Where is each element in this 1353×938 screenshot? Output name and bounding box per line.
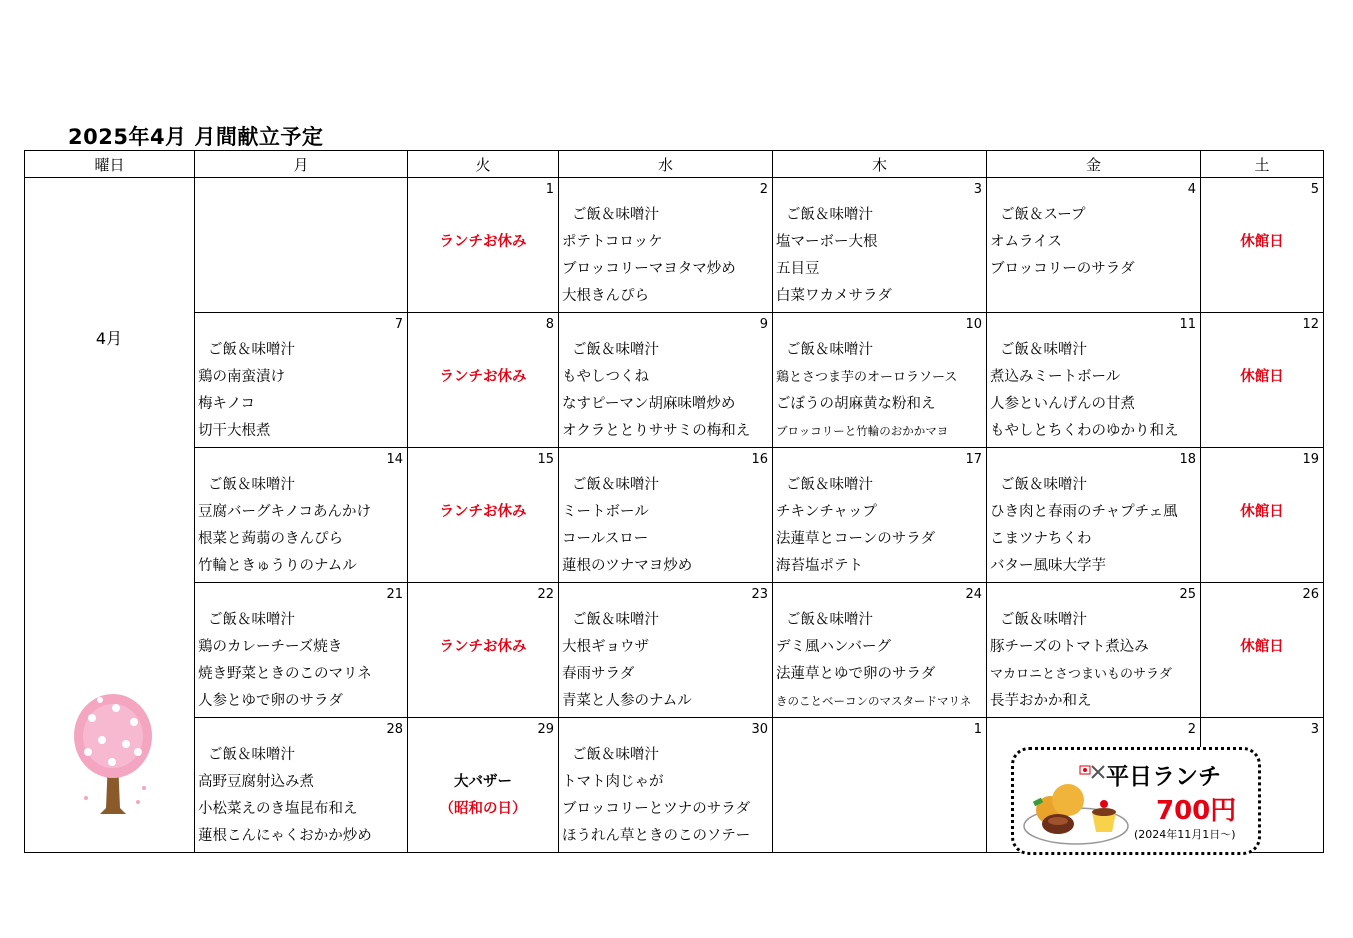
menu-staple: ご飯＆味噌汁 <box>208 612 295 628</box>
day-cell-sat <box>1201 448 1324 583</box>
day-cell-mon <box>195 583 408 718</box>
menu-staple: ご飯＆味噌汁 <box>572 612 659 628</box>
menu-item: 高野豆腐射込み煮 <box>198 774 314 790</box>
spacer <box>1201 337 1323 364</box>
header-thu: 木 <box>773 151 987 178</box>
menu-item: 青菜と人参のナムル <box>562 693 692 709</box>
day-number: 23 <box>751 587 768 602</box>
day-number: 29 <box>537 722 554 737</box>
day-number: 1 <box>973 722 982 737</box>
day-cell-fri <box>987 178 1201 313</box>
day-cell-wed <box>559 448 773 583</box>
week-row <box>25 313 1324 448</box>
menu-item: 切干大根煮 <box>198 423 271 439</box>
menu-item: 白菜ワカメサラダ <box>776 288 892 304</box>
menu-item: デミ風ハンバーグ <box>776 639 891 655</box>
spacer <box>408 337 558 364</box>
menu-staple: ご飯＆味噌汁 <box>1000 612 1087 628</box>
menu-item: 五目豆 <box>776 261 820 277</box>
spacer <box>1201 607 1323 634</box>
spacer <box>1201 202 1323 229</box>
closed-notice: 休館日 <box>1240 504 1284 520</box>
day-cell-thu <box>773 313 987 448</box>
week-row <box>25 178 1324 313</box>
menu-item: 蓮根こんにゃくおかか炒め <box>198 828 372 844</box>
closed-notice: ランチお休み <box>439 504 527 520</box>
day-number: 14 <box>386 452 403 467</box>
day-cell-mon <box>195 178 408 313</box>
menu-item: ブロッコリーと竹輪のおかかマヨ <box>776 424 949 438</box>
menu-item: ほうれん草ときのこのソテー <box>562 828 751 844</box>
day-number: 2 <box>1187 722 1196 737</box>
day-number: 11 <box>1179 317 1196 332</box>
menu-item: ブロッコリーマヨタマ炒め <box>562 261 736 277</box>
menu-item: コールスロー <box>562 531 649 547</box>
menu-item: 人参とゆで卵のサラダ <box>198 693 343 709</box>
spacer <box>408 202 558 229</box>
menu-item: きのことベーコンのマスタードマリネ <box>776 694 972 708</box>
menu-item: 豚チーズのトマト煮込み <box>990 639 1149 655</box>
menu-item: こまツナちくわ <box>990 531 1092 547</box>
day-cell-fri <box>987 313 1201 448</box>
day-cell-tue <box>408 583 559 718</box>
menu-staple: ご飯＆味噌汁 <box>1000 477 1087 493</box>
menu-item: 鶏とさつま芋のオーロラソース <box>776 370 958 385</box>
day-cell-tue <box>408 313 559 448</box>
day-cell-sat <box>1201 313 1324 448</box>
day-cell-thu <box>773 448 987 583</box>
menu-item: ミートボール <box>562 504 649 520</box>
day-number: 21 <box>386 587 403 602</box>
header-weekday: 曜日 <box>25 151 195 178</box>
header-wed: 水 <box>559 151 773 178</box>
closed-notice: 休館日 <box>1240 639 1284 655</box>
day-number: 2 <box>759 182 768 197</box>
menu-item: ひき肉と春雨のチャプチェ風 <box>990 504 1178 520</box>
header-sat: 土 <box>1201 151 1324 178</box>
event-subtitle: （昭和の日） <box>439 801 527 817</box>
menu-item: 法蓮草とコーンのサラダ <box>776 531 936 547</box>
day-number <box>195 178 407 202</box>
day-number: 17 <box>965 452 982 467</box>
day-cell-sat <box>1201 583 1324 718</box>
menu-item: トマト肉じゃが <box>562 774 664 790</box>
day-number: 19 <box>1302 452 1319 467</box>
closed-notice: ランチお休み <box>439 639 527 655</box>
menu-staple: ご飯＆味噌汁 <box>572 747 659 763</box>
menu-staple: ご飯＆味噌汁 <box>786 207 873 223</box>
spacer <box>408 607 558 634</box>
day-cell-sat <box>1201 178 1324 313</box>
week-row <box>25 448 1324 583</box>
day-cell-thu <box>773 718 987 853</box>
closed-notice: 休館日 <box>1240 369 1284 385</box>
day-number: 9 <box>759 317 768 332</box>
menu-staple: ご飯＆味噌汁 <box>208 747 295 763</box>
day-cell-wed <box>559 583 773 718</box>
menu-item: 焼き野菜ときのこのマリネ <box>198 666 372 682</box>
day-number: 4 <box>1187 182 1196 197</box>
weekday-lunch-badge <box>1011 747 1261 855</box>
day-cell-tue <box>408 178 559 313</box>
day-number: 7 <box>394 317 403 332</box>
month-label: 4月 <box>95 329 123 348</box>
menu-staple: ご飯＆味噌汁 <box>786 477 873 493</box>
menu-item: 春雨サラダ <box>562 666 635 682</box>
menu-item: なすピーマン胡麻味噌炒め <box>562 396 736 412</box>
badge-price: 700円 <box>1156 796 1237 826</box>
menu-item: 長芋おかか和え <box>990 693 1092 709</box>
day-number: 26 <box>1302 587 1319 602</box>
menu-item: 竹輪ときゅうりのナムル <box>198 558 357 574</box>
day-cell-thu <box>773 583 987 718</box>
day-number: 12 <box>1302 317 1319 332</box>
day-cell-mon <box>195 313 408 448</box>
menu-item: オムライス <box>990 234 1062 250</box>
day-cell-thu <box>773 178 987 313</box>
menu-item: 大根ギョウザ <box>562 639 649 655</box>
cherry-blossom-tree-icon <box>72 690 154 818</box>
menu-staple: ご飯＆味噌汁 <box>208 477 295 493</box>
day-number: 10 <box>965 317 982 332</box>
day-number: 3 <box>1310 722 1319 737</box>
day-cell-fri <box>987 583 1201 718</box>
menu-staple: ご飯＆味噌汁 <box>786 342 873 358</box>
menu-item: 蓮根のツナマヨ炒め <box>562 558 693 574</box>
menu-staple: ご飯＆味噌汁 <box>786 612 873 628</box>
day-number: 18 <box>1179 452 1196 467</box>
day-cell-fri <box>987 448 1201 583</box>
menu-item: マカロニとさつまいものサラダ <box>990 667 1172 682</box>
menu-item: 豆腐バーグキノコあんかけ <box>198 504 371 520</box>
day-cell-wed <box>559 718 773 853</box>
week-row <box>25 583 1324 718</box>
menu-staple: ご飯＆味噌汁 <box>572 207 659 223</box>
day-cell-wed <box>559 178 773 313</box>
menu-item: ブロッコリーとツナのサラダ <box>562 801 751 817</box>
event-title: 大バザー <box>454 774 512 790</box>
day-number: 24 <box>965 587 982 602</box>
day-cell-mon <box>195 718 408 853</box>
day-cell-mon <box>195 448 408 583</box>
header-row <box>25 151 1324 178</box>
menu-item: 煮込みミートボール <box>990 369 1121 385</box>
menu-item: もやしとちくわのゆかり和え <box>990 423 1179 439</box>
day-number: 1 <box>545 182 554 197</box>
menu-item: ごぼうの胡麻黄な粉和え <box>776 396 936 412</box>
menu-item: 鶏の南蛮漬け <box>198 369 285 385</box>
closed-notice: 休館日 <box>1240 234 1284 250</box>
day-number: 3 <box>973 182 982 197</box>
menu-item <box>987 283 1200 310</box>
menu-staple: ご飯＆スープ <box>1000 207 1086 223</box>
day-number: 28 <box>386 722 403 737</box>
closed-notice: ランチお休み <box>439 369 527 385</box>
menu-staple: ご飯＆味噌汁 <box>572 342 659 358</box>
menu-item: 梅キノコ <box>198 396 255 412</box>
day-number: 25 <box>1179 587 1196 602</box>
menu-item: ブロッコリーのサラダ <box>990 261 1135 277</box>
badge-note: (2024年11月1日～) <box>1134 828 1236 841</box>
menu-item: 法蓮草とゆで卵のサラダ <box>776 666 936 682</box>
spacer <box>408 742 558 769</box>
header-tue: 火 <box>408 151 559 178</box>
menu-item: 大根きんぴら <box>562 288 649 304</box>
day-number: 15 <box>537 452 554 467</box>
badge-title: 平日ランチ <box>1106 764 1221 790</box>
day-number: 22 <box>537 587 554 602</box>
menu-item: 塩マーボー大根 <box>776 234 878 250</box>
closed-notice: ランチお休み <box>439 234 527 250</box>
day-cell-tue <box>408 448 559 583</box>
menu-item: ポテトコロッケ <box>562 234 663 250</box>
menu-item: 鶏のカレーチーズ焼き <box>198 639 343 655</box>
menu-item: 人参といんげんの甘煮 <box>990 396 1135 412</box>
menu-staple: ご飯＆味噌汁 <box>208 342 295 358</box>
day-number: 5 <box>1310 182 1319 197</box>
menu-item: オクラととりササミの梅和え <box>562 423 751 439</box>
menu-item: 根菜と蒟蒻のきんぴら <box>198 531 343 547</box>
menu-staple: ご飯＆味噌汁 <box>572 477 659 493</box>
day-cell-tue <box>408 718 559 853</box>
header-fri: 金 <box>987 151 1201 178</box>
day-number: 30 <box>751 722 768 737</box>
day-number: 8 <box>545 317 554 332</box>
menu-item: バター風味大学芋 <box>990 558 1106 574</box>
day-number: 16 <box>751 452 768 467</box>
day-cell-wed <box>559 313 773 448</box>
spacer <box>1201 472 1323 499</box>
menu-item: もやしつくね <box>562 369 649 385</box>
menu-item: 小松菜えのき塩昆布和え <box>198 801 358 817</box>
header-mon: 月 <box>195 151 408 178</box>
spacer <box>408 472 558 499</box>
menu-item: 海苔塩ポテト <box>776 558 863 574</box>
menu-item: チキンチャップ <box>776 504 877 520</box>
menu-staple: ご飯＆味噌汁 <box>1000 342 1087 358</box>
page-title: 2025年4月 月間献立予定 <box>68 125 324 149</box>
